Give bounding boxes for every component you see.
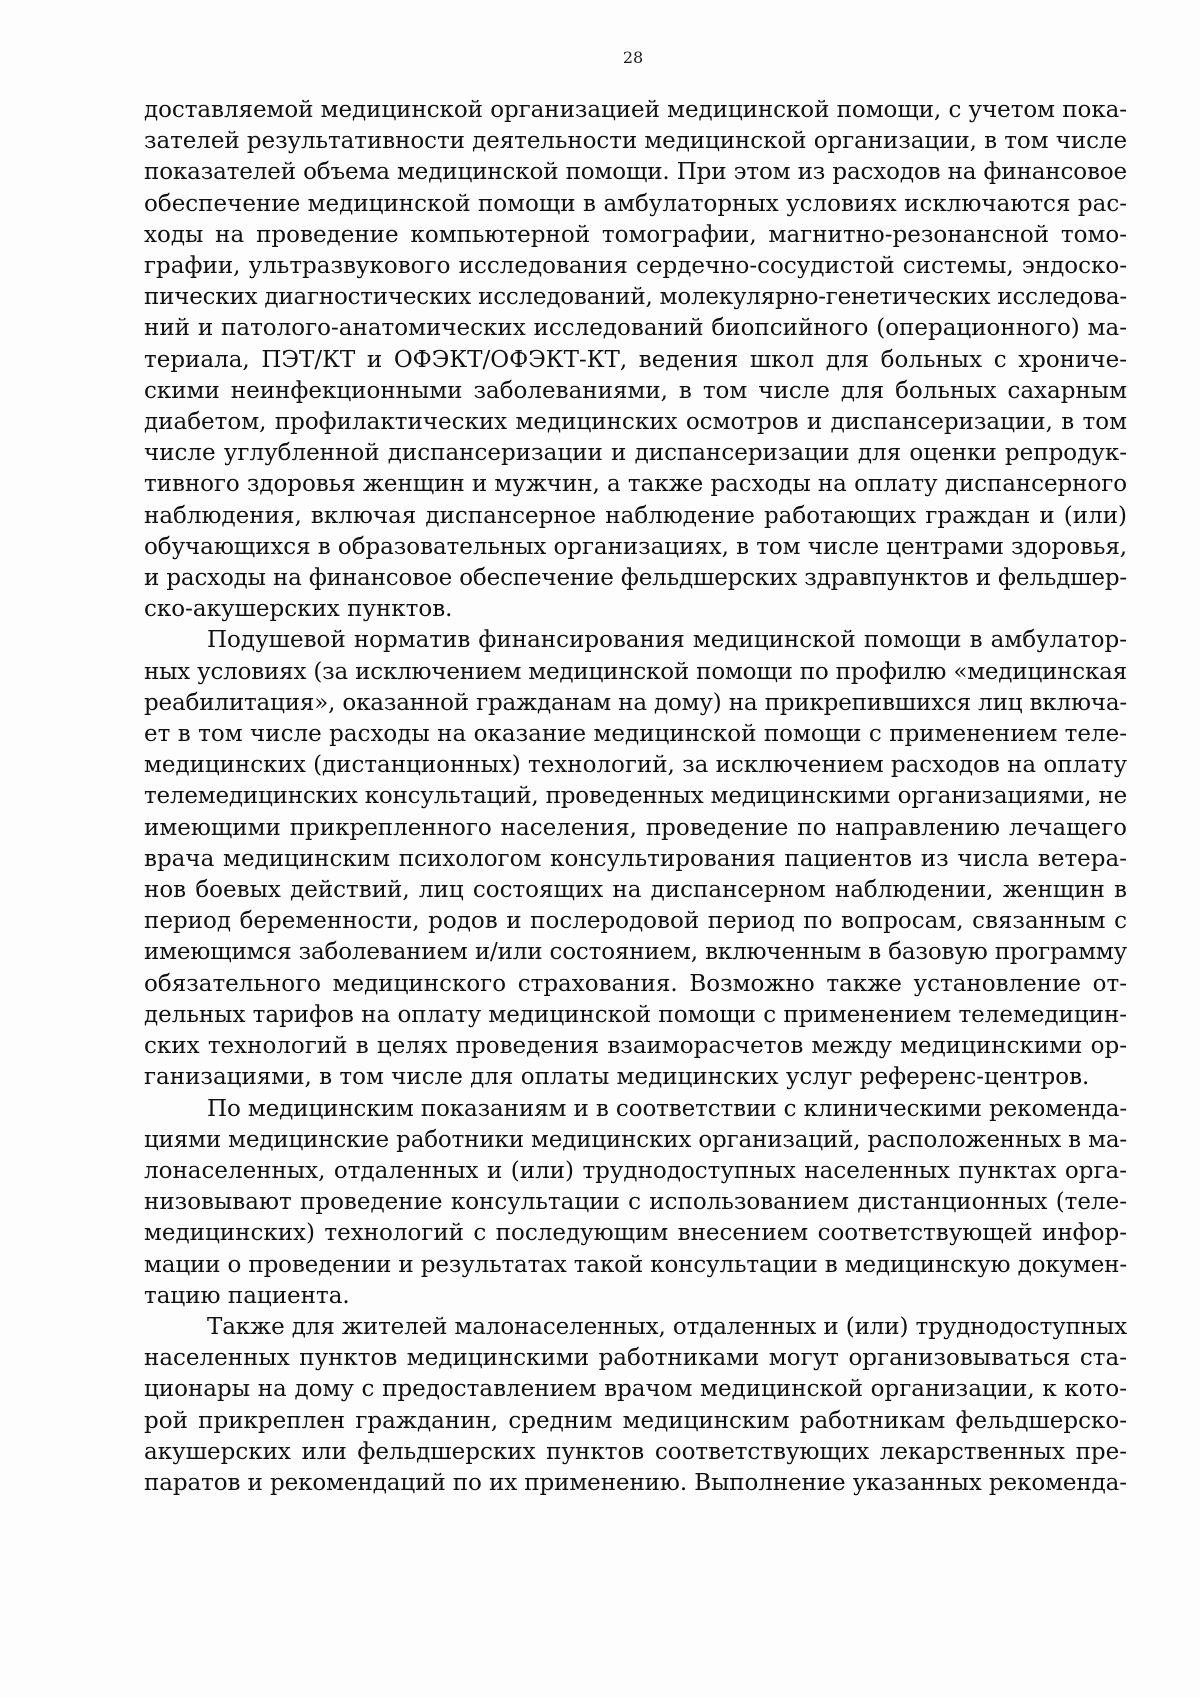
text-line: териала, ПЭТ/КТ и ОФЭКТ/ОФЭКТ-КТ, ведения школ для больных с хрониче- [144,346,1127,373]
text-line: доставляемой медицинской организацией медицинской помощи, с учетом пока- [144,97,1128,123]
text-line: имеющимся заболеванием и/или состоянием, включенным в базовую программу [144,939,1127,966]
text-line: ских технологий в целях проведения взаиморасчетов между медицинскими ор- [144,1033,1127,1060]
text-line: обучающихся в образовательных организациях, в том числе центрами здоровья, [144,533,1128,560]
text-line: обязательного медицинского страхования. Возможно также установление от- [144,970,1127,997]
text-line: рой прикреплен гражданин, средним медицинским работникам фельдшерско- [144,1407,1127,1434]
text-line: Подушевой норматив финансирования медицинской помощи в амбулатор- [207,627,1127,654]
page-number: 28 [622,48,644,67]
document-body [144,95,1127,1499]
text-line: мации о проведении и результатах такой консультации в медицинскую докумен- [144,1251,1127,1278]
text-line: и расходы на финансовое обеспечение фельдшерских здравпунктов и фельдшер- [144,565,1127,592]
text-line: дельных тарифов на оплату медицинской помощи с применением телемедицин- [144,1001,1128,1028]
text-line: тивного здоровья женщин и мужчин, а также расходы на оплату диспансерного [144,471,1128,498]
text-line: нов боевых действий, лиц состоящих на диспансерном наблюдении, женщин в [144,877,1127,904]
text-line: лонаселенных, отдаленных и (или) труднодоступных населенных пунктах орга- [144,1157,1127,1184]
text-line: пических диагностических исследований, молекулярно-генетических исследова- [144,284,1127,311]
text-line: циями медицинские работники медицинских организаций, расположенных в ма- [144,1126,1127,1153]
text-line: населенных пунктов медицинскими работниками могут организовываться ста- [144,1345,1127,1372]
paragraph [144,1094,1127,1312]
text-line: зателей результативности деятельности медицинской организации, в том числе [144,128,1127,155]
text-line: наблюдения, включая диспансерное наблюдение работающих граждан и (или) [144,502,1127,529]
text-line: низовывают проведение консультации с использованием дистанционных (теле- [144,1189,1127,1216]
text-line: медицинских (дистанционных) технологий, за исключением расходов на оплату [144,752,1128,779]
text-line: медицинских) технологий с последующим внесением соответствующей инфор- [144,1220,1127,1247]
text-line: числе углубленной диспансеризации и диспансеризации для оценки репродук- [144,440,1127,467]
text-line: ходы на проведение компьютерной томографии, магнитно-резонансной томо- [144,221,1127,248]
text-line: ет в том числе расходы на оказание медицинской помощи с применением теле- [144,721,1127,748]
text-line: Также для жителей малонаселенных, отдаленных и (или) труднодоступных [207,1313,1128,1340]
text-line: ний и патолого-анатомических исследований биопсийного (операционного) ма- [144,315,1127,342]
text-line: показателей объема медицинской помощи. При этом из расходов на финансовое [144,159,1128,186]
paragraph [144,1312,1127,1499]
paragraph [144,95,1127,625]
text-line: телемедицинских консультаций, проведенных медицинскими организациями, не [144,783,1127,810]
text-line: ционары на дому с предоставлением врачом медицинской организации, к кото- [144,1376,1127,1403]
paragraph [144,625,1127,1093]
text-line: обеспечение медицинской помощи в амбулаторных условиях исключаются рас- [144,190,1127,217]
text-line: паратов и рекомендаций по их применению. Выполнение указанных рекоменда- [144,1469,1127,1496]
text-line: диабетом, профилактических медицинских осмотров и диспансеризации, в том [144,409,1127,436]
text-line: графии, ультразвукового исследования сердечно-сосудистой системы, эндоско- [144,253,1127,280]
text-line: ско-акушерских пунктов. [144,596,453,623]
text-line: реабилитация», оказанной гражданам на дому) на прикрепившихся лиц включа- [144,689,1127,716]
text-line: имеющими прикрепленного населения, проведение по направлению лечащего [144,814,1127,841]
text-line: акушерских или фельдшерских пунктов соответствующих лекарственных пре- [144,1438,1127,1465]
text-line: период беременности, родов и послеродовой период по вопросам, связанным с [144,908,1127,935]
text-line: тацию пациента. [144,1282,350,1309]
text-line: врача медицинским психологом консультирования пациентов из числа ветера- [144,845,1127,872]
text-line: По медицинским показаниям и в соответствии с клиническими рекоменда- [207,1095,1128,1122]
text-line: ных условиях (за исключением медицинской помощи по профилю «медицинская [144,658,1127,685]
text-line: скими неинфекционными заболеваниями, в том числе для больных сахарным [144,377,1127,404]
text-line: ганизациями, в том числе для оплаты медицинских услуг референс-центров. [144,1064,1090,1091]
